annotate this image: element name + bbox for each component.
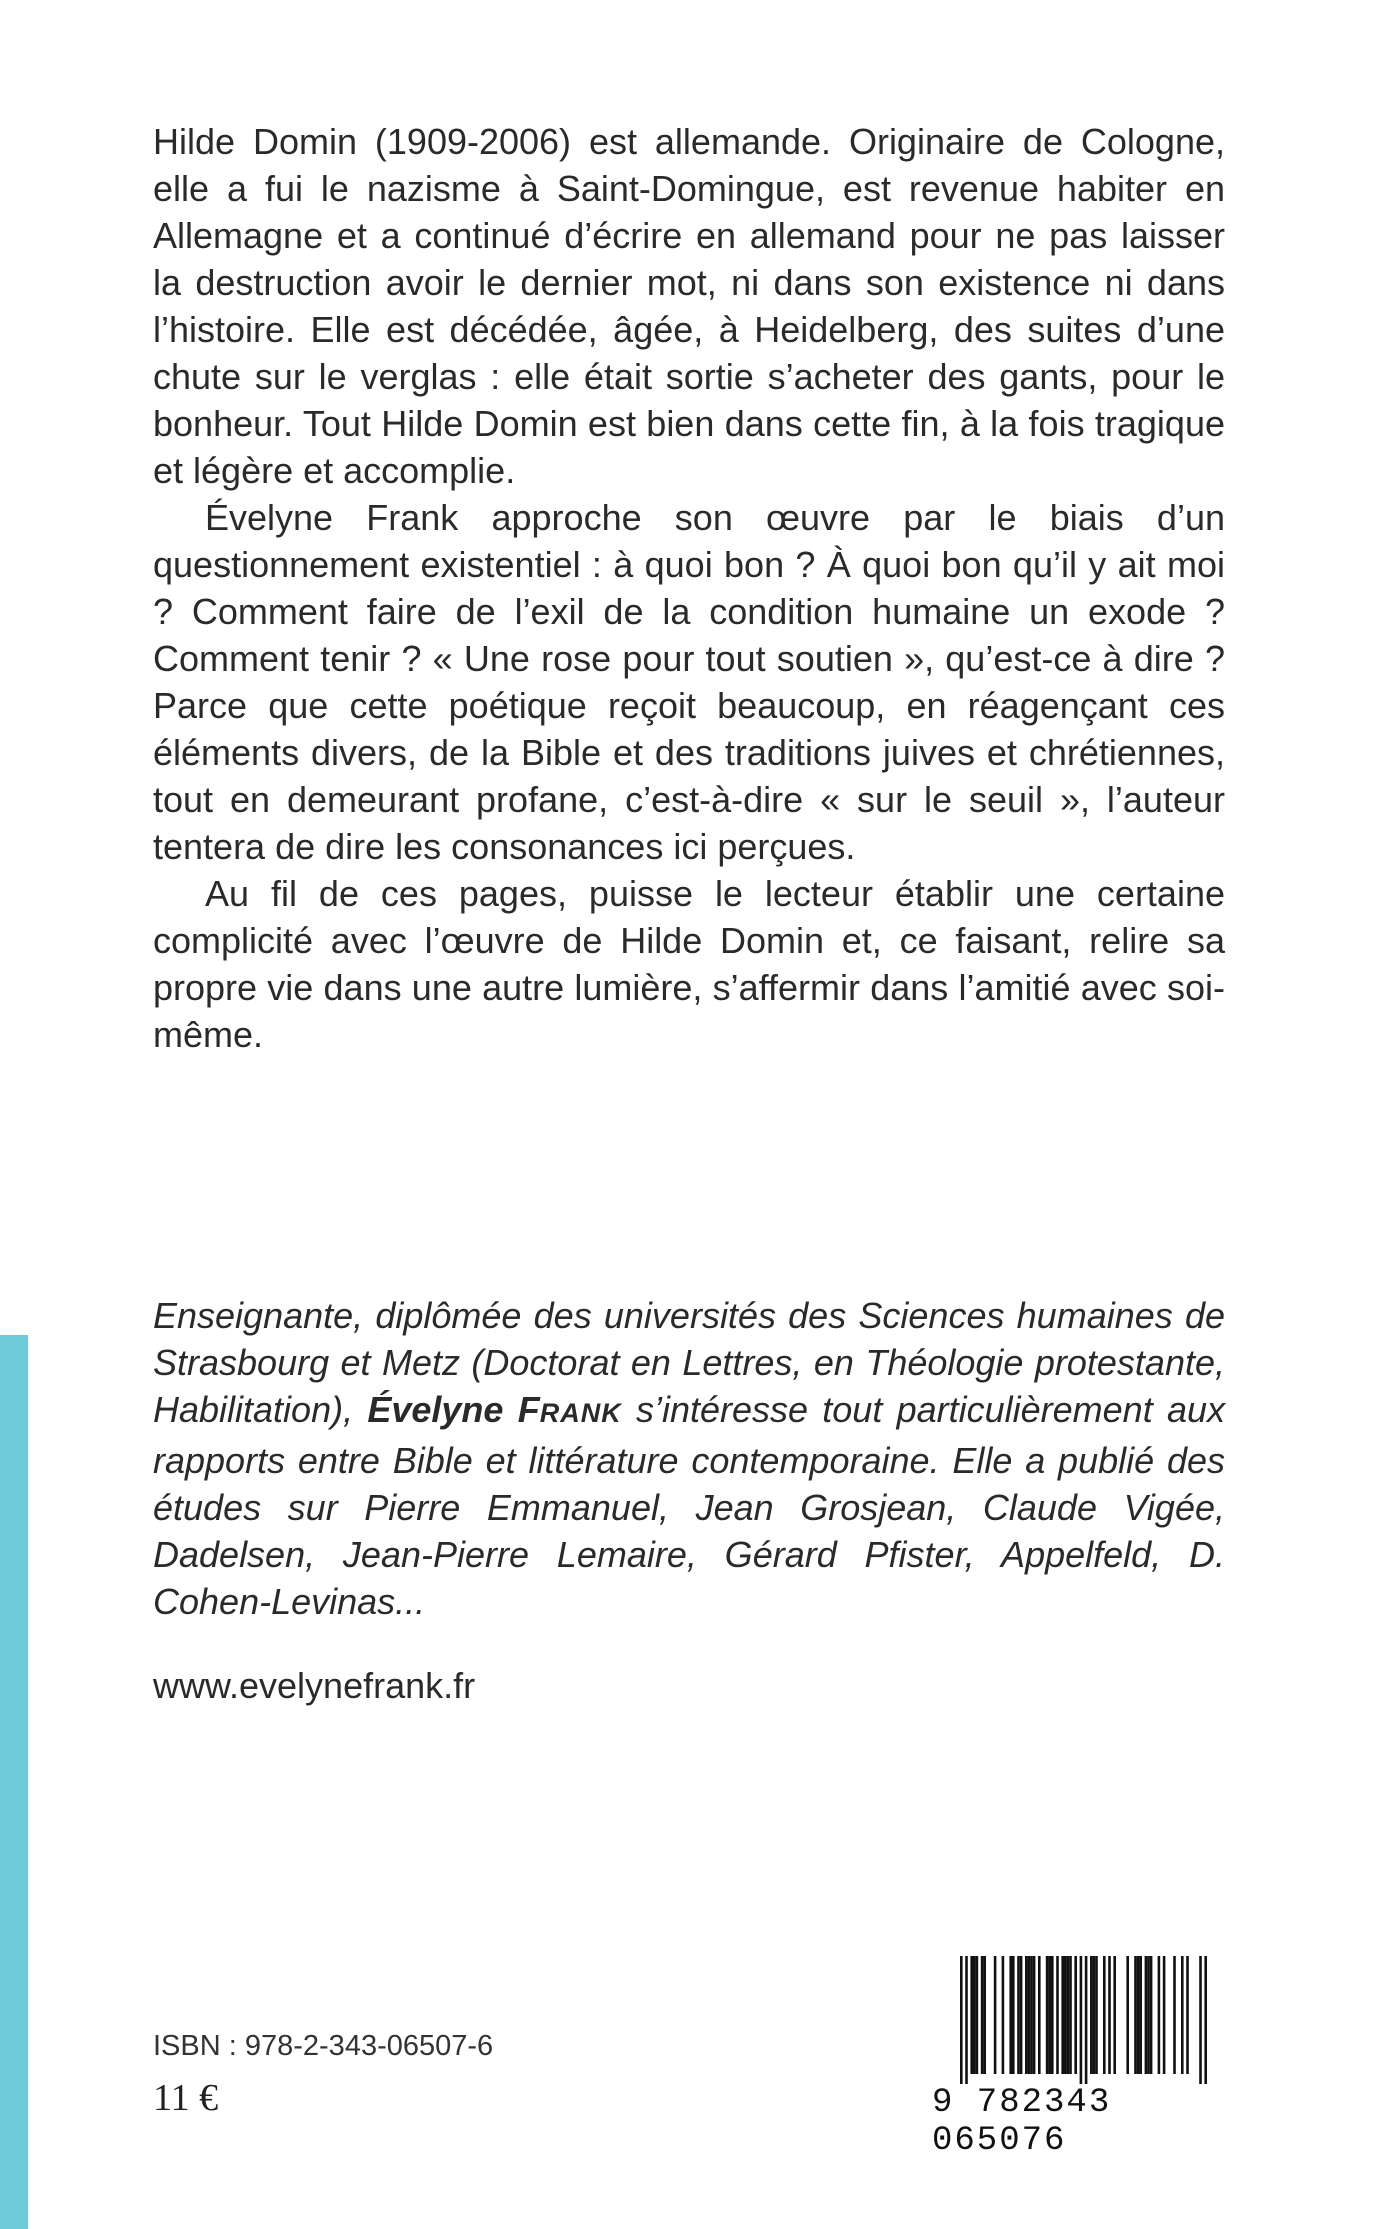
- description-paragraph-1: Hilde Domin (1909-2006) est allemande. Originaire de Cologne, elle a fui le nazisme à Saint-Domingue, est revenue habiter en Allemagne et a continué d’écrire en allemand pour ne pas laisser la destruction avoir le dernier mot, ni dans son existence ni dans l’histoire. Elle est décédée, âgée, à Heidelberg, des suites d’une chute sur le verglas : elle était sortie s’acheter des gants, pour le bonheur. Tout Hilde Domin est bien dans cette fin, à la fois tragique et légère et accomplie.: [153, 121, 1225, 491]
- barcode-bar: [1095, 1956, 1098, 2074]
- barcode-bar: [1002, 1956, 1005, 2074]
- barcode-bar: [1173, 1956, 1176, 2074]
- barcode-bar: [1113, 1956, 1116, 2074]
- barcode-bar: [1069, 1956, 1072, 2074]
- barcode-bar: [1038, 1956, 1041, 2074]
- barcode-bar: [1147, 1956, 1150, 2074]
- barcode-bar: [1199, 1956, 1202, 2084]
- price: 11 €: [153, 2077, 219, 2119]
- author-last-name-initial: F: [517, 1389, 540, 1430]
- barcode-bar: [1085, 1956, 1088, 2084]
- barcode-bar: [1012, 1956, 1015, 2074]
- barcode-bar: [1093, 1956, 1096, 2074]
- book-description: [153, 118, 1225, 1058]
- barcode-bar: [981, 1956, 984, 2074]
- barcode-bar: [1145, 1956, 1148, 2074]
- barcode-bar: [1158, 1956, 1161, 2074]
- description-paragraph-3: Au fil de ces pages, puisse le lecteur établir une certaine complicité avec l’œuvre de Hilde Domin et, ce faisant, relire sa propre vie dans une autre lumière, s’affermir dans l’amitié avec soi-même.: [153, 873, 1225, 1055]
- barcode-bar: [1061, 1956, 1064, 2074]
- barcode-bar: [1064, 1956, 1067, 2074]
- barcode-bar: [1204, 1956, 1207, 2084]
- barcode-bar: [1033, 1956, 1036, 2074]
- barcode: [930, 1956, 1220, 2160]
- author-bio: [153, 1292, 1225, 1625]
- barcode-bar: [1051, 1956, 1054, 2074]
- author-website[interactable]: www.evelynefrank.fr: [153, 1665, 476, 1706]
- barcode-bar: [994, 1956, 997, 2074]
- barcode-bar: [983, 1956, 986, 2074]
- barcode-bar: [1030, 1956, 1033, 2074]
- barcode-bar: [1067, 1956, 1070, 2074]
- barcode-bar: [1020, 1956, 1023, 2074]
- barcode-bar: [1025, 1956, 1028, 2074]
- author-first-name: Évelyne: [367, 1389, 504, 1430]
- barcode-bar: [976, 1956, 979, 2074]
- bio-rest: s’intéresse tout particulièrement aux rapports entre Bible et littérature contemporaine. Elle a publié des études sur Pierre Emmanuel, Jean Grosjean, Claude Vigée, Dadelsen, Jean-Pierre Lemaire, Gérard Pfister, Appelfeld, D. Cohen-Levinas...: [153, 1389, 1225, 1622]
- barcode-bar: [1074, 1956, 1077, 2074]
- barcode-bar: [1150, 1956, 1153, 2074]
- barcode-bar: [1080, 1956, 1083, 2084]
- barcode-bar: [1139, 1956, 1142, 2074]
- barcode-bar: [1048, 1956, 1051, 2074]
- barcode-bar: [1186, 1956, 1189, 2074]
- barcode-bar: [1181, 1956, 1184, 2074]
- barcode-bar: [1017, 1956, 1020, 2074]
- description-paragraph-2: Évelyne Frank approche son œuvre par le biais d’un questionnement existentiel : à quoi bon ? À quoi bon qu’il y ait moi ? Comment faire de l’exil de la condition humaine un exode ? Comment tenir ? « Une rose pour tout soutien », qu’est-ce à dire ? Parce que cette poétique reçoit beaucoup, en réagençant ces éléments divers, de la Bible et des traditions juives et chrétiennes, tout en demeurant profane, c’est-à-dire « sur le seuil », l’auteur tentera de dire les consonances ici perçues.: [153, 497, 1225, 867]
- barcode-bar: [960, 1956, 963, 2084]
- author-name: [367, 1389, 621, 1430]
- accent-bar: [0, 1335, 28, 2229]
- barcode-bar: [1009, 1956, 1012, 2074]
- barcode-bar: [1134, 1956, 1137, 2074]
- barcode-bar: [973, 1956, 976, 2074]
- barcode-bar: [1137, 1956, 1140, 2074]
- barcode-digits: 9 782343 065076: [932, 2084, 1112, 2160]
- barcode-bar: [970, 1956, 973, 2074]
- barcode-bar: [1103, 1956, 1106, 2074]
- barcode-bar: [1028, 1956, 1031, 2074]
- isbn: ISBN : 978-2-343-06507-6: [153, 2030, 494, 2062]
- barcode-bar: [965, 1956, 968, 2084]
- barcode-bars: [930, 1956, 1220, 2084]
- barcode-bar: [1046, 1956, 1049, 2074]
- barcode-bar: [1163, 1956, 1166, 2074]
- bio-intro: Enseignante, diplômée des universités des Sciences humaines de Strasbourg et Metz (Doctorat en Lettres, en Théologie protestante, Habilitation),: [153, 1295, 1225, 1430]
- author-last-name-rest: RANK: [539, 1398, 622, 1428]
- barcode-bar: [1090, 1956, 1093, 2074]
- barcode-bar: [1126, 1956, 1129, 2074]
- barcode-bar: [1056, 1956, 1059, 2074]
- barcode-bar: [1108, 1956, 1111, 2074]
